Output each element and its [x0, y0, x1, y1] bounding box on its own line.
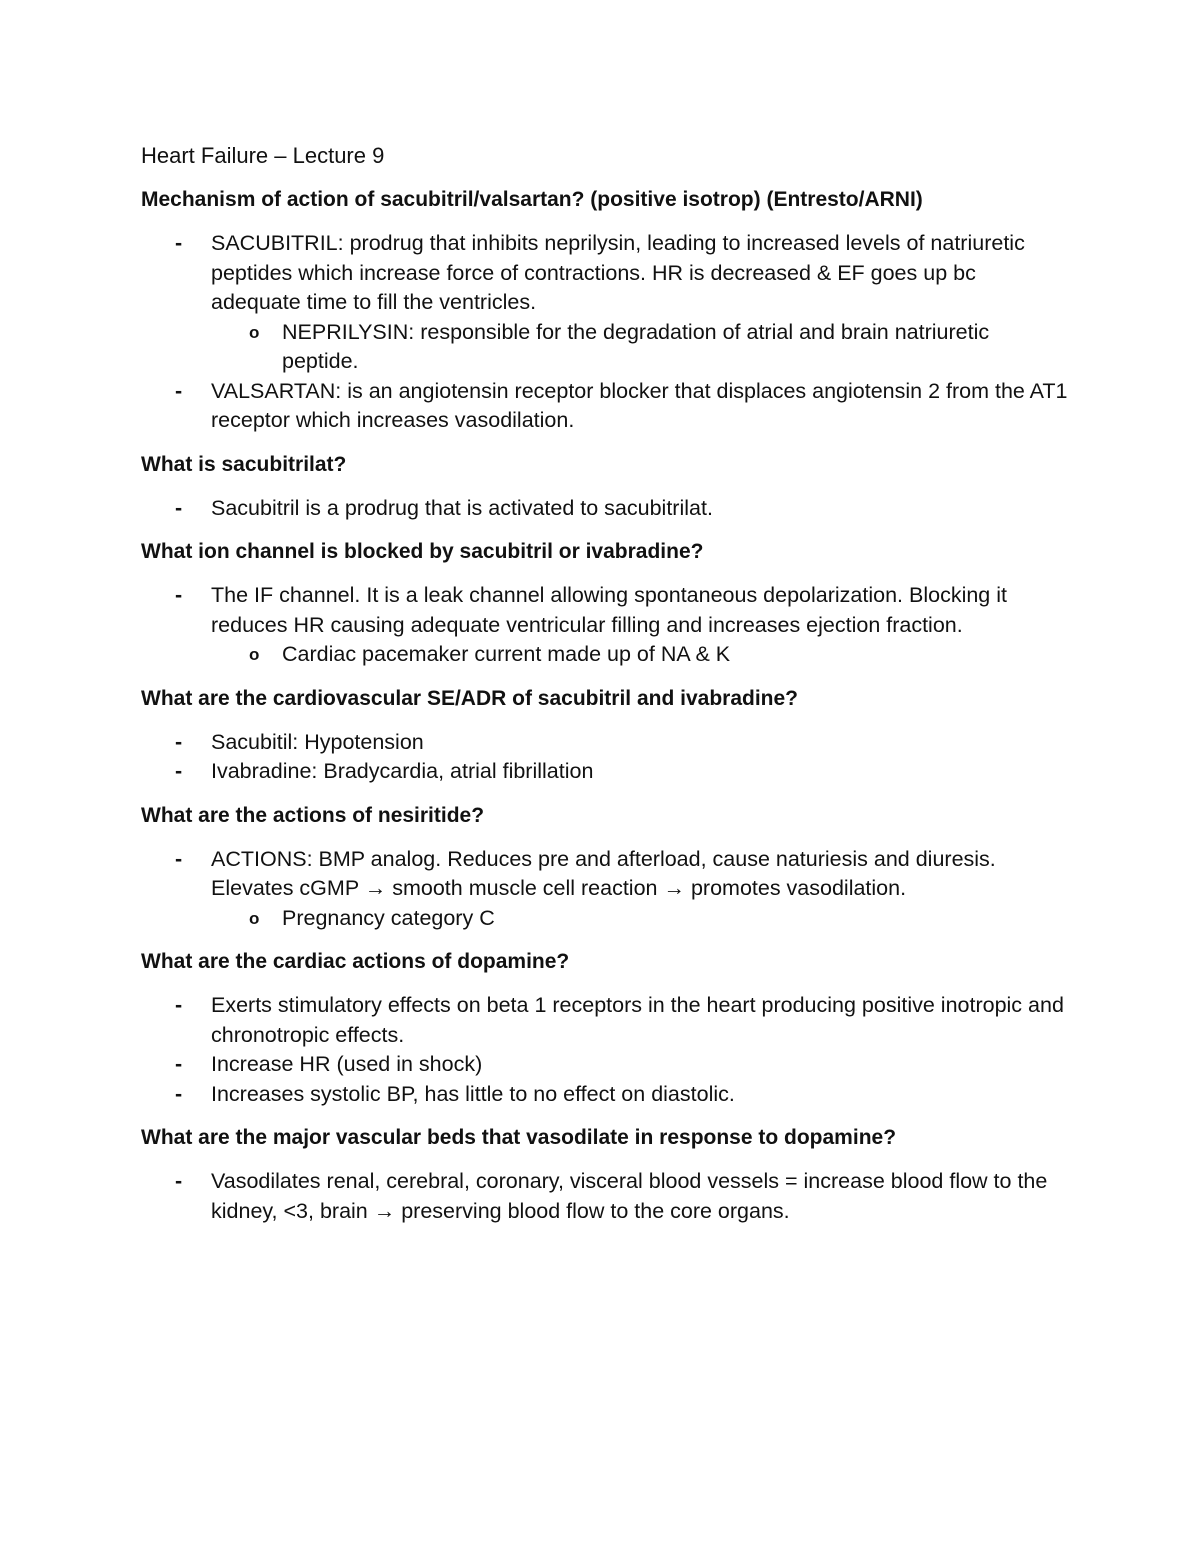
question-heading: What is sacubitrilat? — [141, 452, 347, 476]
question-heading: What are the cardiac actions of dopamine? — [141, 950, 570, 973]
dash-bullet-icon: - — [175, 495, 183, 520]
question-heading: What ion channel is blocked by sacubitril or ivabradine? — [141, 540, 704, 563]
sub-answer-item — [211, 904, 1071, 934]
dash-bullet-icon: - — [175, 1081, 183, 1106]
answer-text — [211, 231, 1025, 314]
answer-item — [141, 757, 1071, 787]
answer-item — [141, 377, 1071, 436]
sub-answer-item — [211, 318, 1071, 377]
text-segment: Cardiac pacemaker current made up of NA & K — [282, 642, 731, 666]
answer-item — [141, 229, 1071, 377]
question-heading: What are the actions of nesiritide? — [141, 803, 485, 827]
answer-list — [141, 229, 1071, 436]
answer-text — [211, 993, 1064, 1047]
answer-item — [141, 581, 1071, 670]
circle-bullet-icon: o — [249, 908, 260, 928]
dash-bullet-icon: - — [175, 1052, 183, 1076]
sub-answer-text — [282, 320, 989, 374]
text-segment: Increases systolic BP, has little to no effect on diastolic. — [211, 1081, 735, 1106]
dash-bullet-icon: - — [175, 378, 183, 403]
answer-list — [141, 581, 1071, 670]
sub-answer-item — [211, 640, 1071, 670]
sub-answer-list — [211, 318, 1071, 377]
document-body — [141, 141, 1071, 1240]
dash-bullet-icon: - — [175, 231, 183, 255]
dash-bullet-icon: - — [175, 846, 183, 871]
answer-list — [141, 991, 1071, 1109]
qa-section — [141, 185, 1071, 436]
answer-text — [211, 583, 1007, 637]
qa-section — [141, 801, 1071, 934]
answer-list — [141, 845, 1071, 934]
qa-section — [141, 947, 1071, 1109]
text-segment: Vasodilates renal, cerebral, coronary, visceral blood vessels = increase blood flow to the kidney, <3, brain — [211, 1169, 1048, 1223]
dash-bullet-icon: - — [175, 583, 183, 607]
qa-section — [141, 450, 1071, 524]
answer-item — [141, 1167, 1071, 1226]
dash-bullet-icon: - — [175, 1169, 183, 1193]
circle-bullet-icon: o — [249, 645, 260, 664]
answer-list — [141, 1167, 1071, 1226]
answer-text — [211, 1052, 482, 1076]
sub-answer-list — [211, 640, 1071, 670]
answer-list — [141, 728, 1071, 787]
dash-bullet-icon: - — [175, 729, 183, 754]
arrow-right-icon: → — [663, 876, 685, 900]
qa-section — [141, 684, 1071, 787]
answer-text — [211, 730, 424, 754]
text-segment: Sacubitil: Hypotension — [211, 729, 424, 754]
answer-item — [141, 991, 1071, 1050]
text-segment: Sacubitril is a prodrug that is activated to sacubitrilat. — [211, 495, 713, 520]
sub-answer-text — [282, 906, 495, 930]
qa-sections — [141, 185, 1071, 1226]
document-title: Heart Failure – Lecture 9 — [141, 143, 385, 168]
text-segment: VALSARTAN: is an angiotensin receptor blocker that displaces angiotensin 2 from the AT1 receptor which increases vasodilation. — [211, 378, 1068, 432]
answer-item — [141, 1080, 1071, 1110]
answer-text — [211, 379, 1067, 433]
answer-list — [141, 494, 1071, 524]
text-segment: ACTIONS: BMP analog. Reduces pre and afterload, cause naturiesis and diuresis. Elevates cGMP — [211, 846, 996, 900]
text-segment: Exerts stimulatory effects on beta 1 receptors in the heart producing positive inotropic and chronotropic effects. — [211, 993, 1064, 1047]
text-segment: preserving blood flow to the core organs. — [395, 1198, 790, 1223]
dash-bullet-icon: - — [175, 993, 183, 1017]
answer-text — [211, 847, 996, 901]
qa-section — [141, 1123, 1071, 1226]
question-heading: What are the major vascular beds that vasodilate in response to dopamine? — [141, 1126, 897, 1149]
answer-text — [211, 759, 593, 783]
sub-answer-text — [282, 642, 730, 666]
text-segment: NEPRILYSIN: responsible for the degradation of atrial and brain natriuretic peptide. — [282, 319, 990, 373]
sub-answer-list — [211, 904, 1071, 934]
answer-text — [211, 496, 713, 520]
answer-text — [211, 1169, 1047, 1223]
text-segment: Ivabradine: Bradycardia, atrial fibrillation — [211, 759, 594, 783]
answer-item — [141, 728, 1071, 758]
answer-item — [141, 494, 1071, 524]
text-segment: The IF channel. It is a leak channel allowing spontaneous depolarization. Blocking it reduces HR causing adequate ventricular filling and increases ejection fraction. — [211, 583, 1007, 637]
qa-section — [141, 537, 1071, 670]
text-segment: smooth muscle cell reaction — [386, 876, 664, 900]
question-heading: Mechanism of action of sacubitril/valsartan? (positive isotrop) (Entresto/ARNI) — [141, 188, 923, 211]
text-segment: promotes vasodilation. — [684, 876, 907, 900]
arrow-right-icon: → — [373, 1198, 396, 1223]
text-segment: SACUBITRIL: prodrug that inhibits neprilysin, leading to increased levels of natriuretic peptides which increase force of contractions. HR is decreased & EF goes up bc adequate time to fill the ventricles. — [211, 231, 1025, 314]
text-segment: Pregnancy category C — [282, 905, 495, 930]
question-heading: What are the cardiovascular SE/ADR of sacubitril and ivabradine? — [141, 686, 799, 710]
answer-text — [211, 1082, 735, 1106]
dash-bullet-icon: - — [175, 759, 183, 783]
circle-bullet-icon: o — [249, 322, 260, 342]
answer-item — [141, 845, 1071, 934]
text-segment: Increase HR (used in shock) — [211, 1052, 483, 1076]
arrow-right-icon: → — [364, 876, 387, 900]
answer-item — [141, 1050, 1071, 1080]
